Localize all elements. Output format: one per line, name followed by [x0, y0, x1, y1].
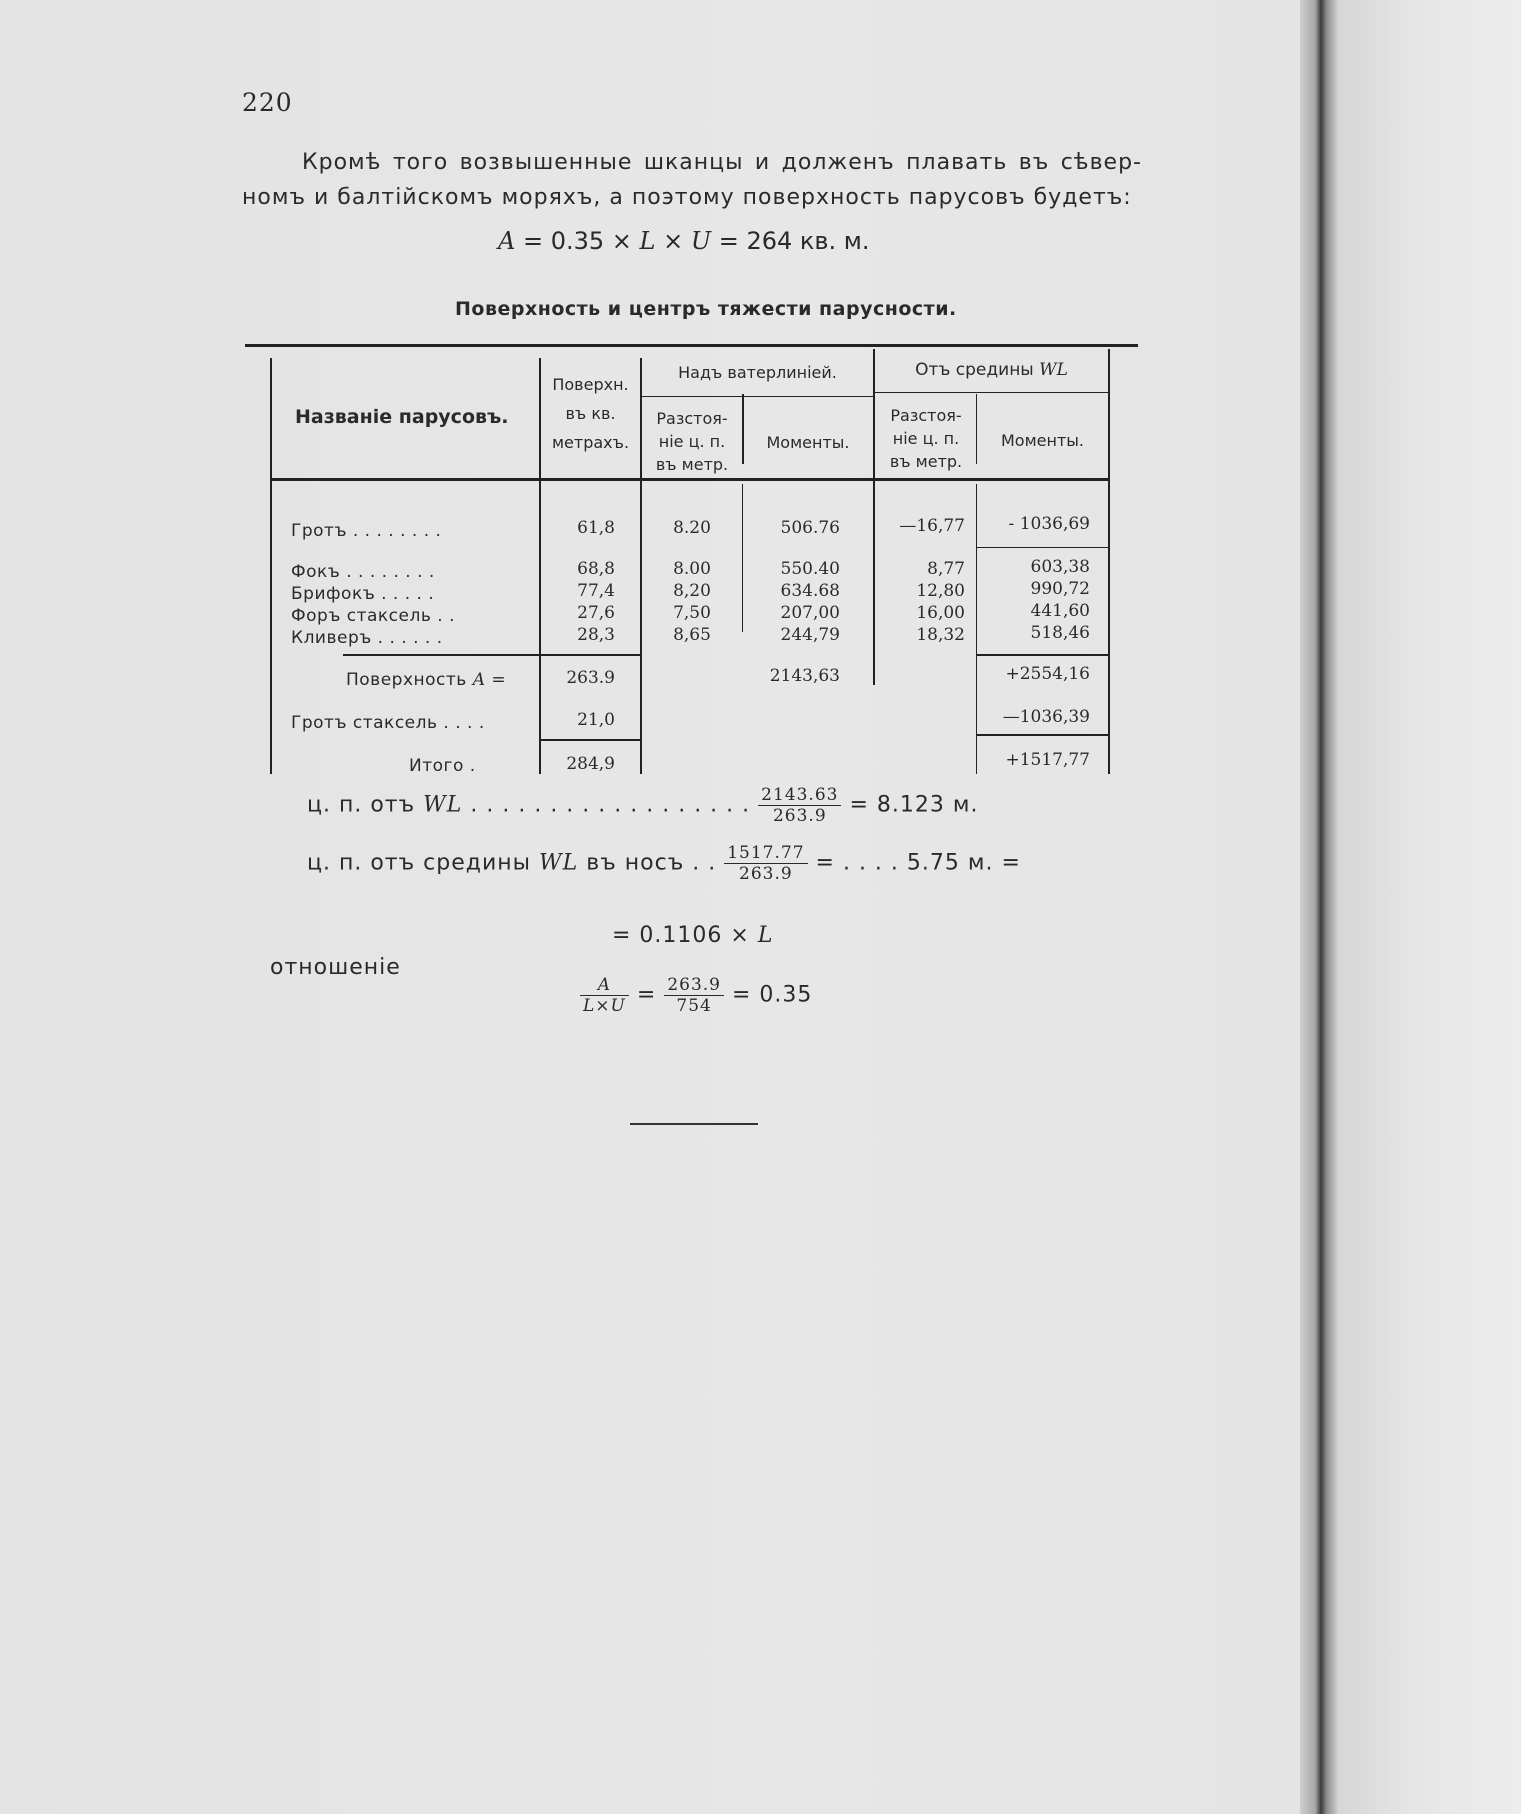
fraction-numerator: A — [580, 975, 629, 996]
row-moment-mid: 441,60 — [1030, 601, 1090, 621]
row-moment-mid: 990,72 — [1030, 579, 1090, 599]
leader-dots: . . . . . . . . . . . . . . . . . . — [470, 792, 751, 818]
book-spine — [1300, 0, 1338, 1814]
row-moment-above: 506.76 — [780, 518, 840, 538]
row-dist-mid: 8,77 — [927, 559, 965, 579]
fraction-numerator: 1517.77 — [724, 843, 807, 864]
row-moment-mid: 518,46 — [1030, 623, 1090, 643]
header-area-line: Поверхн. — [552, 375, 629, 394]
header-from-mid — [875, 359, 1108, 382]
row-name: Гротъ стаксель . . . . — [291, 713, 485, 733]
row-moment-mid: 603,38 — [1030, 557, 1090, 577]
sum-rule — [976, 734, 1108, 736]
row-height: 8.00 — [673, 559, 711, 579]
cp-from-mid — [307, 843, 1021, 884]
table-divider — [873, 349, 875, 685]
total-moment-mid: +1517,77 — [1005, 750, 1090, 770]
header-wl: WL — [1039, 360, 1068, 380]
row-dist-mid: 12,80 — [916, 581, 965, 601]
symbol-a: A — [498, 227, 516, 255]
row-height: 8,20 — [673, 581, 711, 601]
table-caption: Поверхность и центръ тяжести парусности. — [455, 298, 957, 320]
ratio-value: = 0.1106 — [612, 923, 731, 948]
header-moments-mid: Моменты. — [1000, 431, 1084, 450]
sail-area-formula — [498, 227, 870, 255]
times-sign: × — [663, 227, 684, 255]
fraction-denominator: 263.9 — [772, 806, 827, 826]
row-height: 8.20 — [673, 518, 711, 538]
stay-area: 21,0 — [577, 710, 615, 730]
row-area: 77,4 — [577, 581, 615, 601]
row-dist-mid: 16,00 — [916, 603, 965, 623]
sum-rule — [343, 654, 641, 656]
header-moments-above: Моменты. — [766, 433, 850, 452]
ratio-line — [612, 923, 773, 948]
row-name: Фокъ . . . . . . . . — [291, 562, 435, 582]
header-area-line: въ кв. — [565, 404, 616, 423]
table-divider — [742, 484, 743, 632]
table-border — [1108, 349, 1110, 774]
surface-label-text: Поверхность — [346, 670, 467, 690]
row-dist-mid: —16,77 — [899, 516, 965, 536]
symbol-u: U — [690, 227, 712, 255]
header-rule — [875, 392, 1108, 393]
header-dist-line: въ метр. — [889, 452, 963, 471]
cp-fraction — [724, 843, 807, 884]
header-dist-line: Разстоя- — [890, 406, 962, 425]
table-divider — [539, 358, 541, 774]
row-area: 27,6 — [577, 603, 615, 623]
row-moment-mid: - 1036,69 — [1008, 514, 1090, 534]
cp-text: ц. п. отъ — [307, 792, 416, 818]
table-top-rule — [245, 344, 1138, 347]
relation-label: отношеніе — [270, 955, 401, 980]
paragraph-line-1: Кромѣ того возвышенные шканцы и долженъ плавать въ сѣвер- — [302, 150, 1142, 175]
cp-above-wl — [307, 785, 978, 826]
relation-result: = 0.35 — [731, 982, 813, 1008]
surface-label — [346, 670, 506, 690]
row-moment-above: 550.40 — [780, 559, 840, 579]
relation-formula — [580, 975, 812, 1016]
surface-area: 263.9 — [566, 668, 615, 688]
header-dist-line: Разстоя- — [656, 409, 728, 428]
fraction-numerator: 2143.63 — [758, 785, 841, 806]
table-divider — [640, 358, 642, 774]
row-rule — [976, 547, 1108, 548]
page-number: 220 — [242, 88, 293, 117]
row-area: 68,8 — [577, 559, 615, 579]
equals-sign: = — [636, 982, 657, 1008]
cp-result: = 8.123 м. — [849, 792, 979, 818]
relation-fraction-numeric — [664, 975, 724, 1016]
relation-fraction-symbolic — [580, 975, 629, 1016]
total-area: 284,9 — [566, 754, 615, 774]
surface-moment-above: 2143,63 — [769, 666, 840, 686]
row-height: 8,65 — [673, 625, 711, 645]
header-area — [542, 370, 639, 457]
row-name: Брифокъ . . . . . — [291, 584, 435, 604]
row-area: 61,8 — [577, 518, 615, 538]
fraction-denominator: L×U — [583, 996, 626, 1016]
sum-rule — [976, 654, 1108, 656]
surface-moment-mid: +2554,16 — [1005, 664, 1090, 684]
header-dist-line: въ метр. — [655, 455, 729, 474]
intro-paragraph — [242, 145, 1142, 215]
formula-result: = 264 кв. м. — [711, 227, 870, 255]
header-dist-line: ніе ц. п. — [658, 432, 726, 451]
header-from-mid-text: Отъ средины — [915, 360, 1034, 380]
row-name: Форъ стаксель . . — [291, 606, 455, 626]
row-height: 7,50 — [673, 603, 711, 623]
row-dist-mid: 18,32 — [916, 625, 965, 645]
header-above-wl: Надъ ватерлиніей. — [678, 363, 837, 382]
row-moment-above: 244,79 — [780, 625, 840, 645]
row-area: 28,3 — [577, 625, 615, 645]
header-rule — [642, 396, 873, 397]
symbol-l: L — [757, 923, 774, 948]
fraction-denominator: 263.9 — [739, 864, 793, 884]
row-name: Гротъ . . . . . . . . — [291, 521, 442, 541]
cp-text-2: въ носъ . . — [586, 850, 717, 876]
table-divider — [976, 484, 977, 774]
cp-text: ц. п. отъ средины — [307, 850, 532, 876]
header-bottom-rule — [270, 478, 1110, 481]
wl-symbol: WL — [539, 850, 579, 876]
cp-result: = . . . . 5.75 м. = — [815, 850, 1021, 876]
wl-symbol: WL — [423, 792, 463, 818]
cp-fraction — [758, 785, 841, 826]
facing-page-edge — [1338, 0, 1521, 1814]
times-sign: × — [730, 923, 750, 948]
surface-symbol: A — [472, 670, 486, 690]
fraction-denominator: 754 — [676, 996, 712, 1016]
fraction-numerator: 263.9 — [664, 975, 724, 996]
surface-eq: = — [491, 670, 507, 690]
symbol-l: L — [639, 227, 656, 255]
sail-table — [245, 344, 1138, 774]
formula-coefficient: = 0.35 — [515, 227, 612, 255]
stay-moment-mid: —1036,39 — [1002, 707, 1090, 727]
table-divider — [976, 394, 977, 464]
table-border — [270, 358, 272, 774]
header-dist-mid — [877, 404, 975, 473]
header-dist-line: ніе ц. п. — [892, 429, 960, 448]
header-name: Названіе парусовъ. — [295, 406, 509, 428]
row-moment-above: 207,00 — [780, 603, 840, 623]
row-moment-above: 634.68 — [780, 581, 840, 601]
row-name: Кливеръ . . . . . . — [291, 628, 443, 648]
end-divider — [630, 1123, 758, 1125]
paragraph-line-2: номъ и балтійскомъ моряхъ, а поэтому поверхность парусовъ будетъ: — [242, 185, 1132, 210]
header-dist-above — [643, 407, 741, 476]
header-area-line: метрахъ. — [551, 433, 630, 452]
total-label: Итого . — [409, 756, 476, 776]
sum-rule — [539, 739, 642, 741]
times-sign: × — [611, 227, 632, 255]
